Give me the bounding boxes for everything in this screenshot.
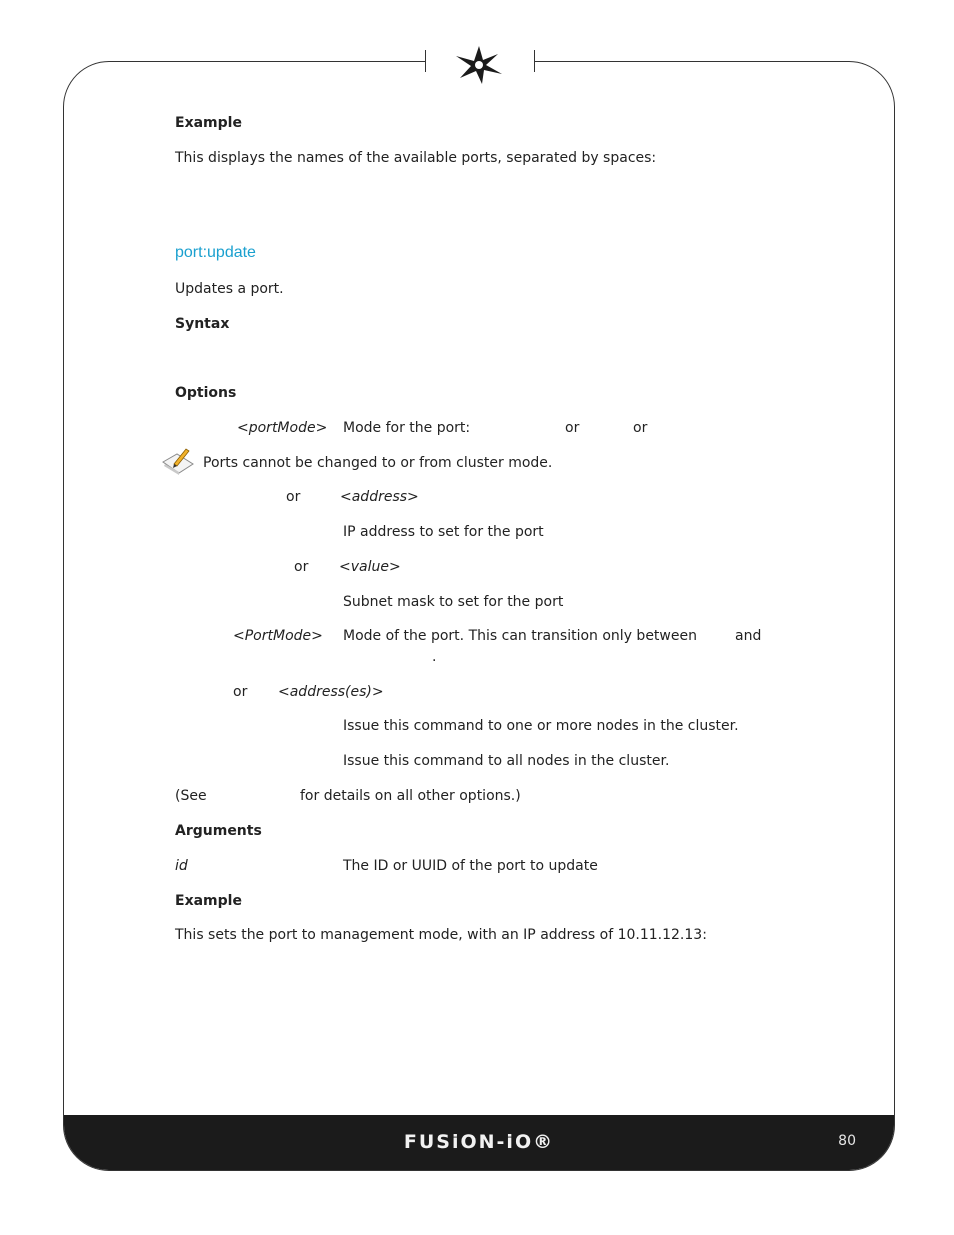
option-address-param: <address> xyxy=(340,489,419,505)
footer-bar xyxy=(64,1115,894,1170)
argument-id-desc: The ID or UUID of the port to update xyxy=(343,858,598,874)
option-all-desc: Issue this command to all nodes in the cluster. xyxy=(343,753,670,769)
options-heading: Options xyxy=(175,385,237,401)
section-title: port:update xyxy=(175,244,256,261)
option-nodes-param: <address(es)> xyxy=(278,684,384,700)
header-tick-right xyxy=(534,50,535,72)
fusion-io-logo: FUSiON-iO® xyxy=(403,1131,555,1153)
option-portmode-or: or xyxy=(633,420,648,436)
page-number: 80 xyxy=(838,1133,856,1149)
fusion-io-star-icon xyxy=(452,44,506,86)
arguments-heading: Arguments xyxy=(175,823,262,839)
see-suffix: for details on all other options.) xyxy=(300,788,521,804)
option-nodes-or: or xyxy=(233,684,248,700)
option-portmode-desc: Mode for the port: xyxy=(343,420,471,436)
option-portmode-or: or xyxy=(565,420,580,436)
option-value-param: <value> xyxy=(339,559,401,575)
example-heading: Example xyxy=(175,115,242,131)
argument-id-name: id xyxy=(175,858,188,874)
option-portmode-param: <portMode> xyxy=(237,420,328,436)
example2-heading: Example xyxy=(175,893,242,909)
option-portmode2-param: <PortMode> xyxy=(233,628,323,644)
syntax-heading: Syntax xyxy=(175,316,230,332)
page-frame xyxy=(63,61,895,1171)
header-tick-left xyxy=(425,50,426,72)
example-text: This displays the names of the available ports, separated by spaces: xyxy=(175,150,657,166)
option-portmode2-period: . xyxy=(432,649,437,665)
option-value-desc: Subnet mask to set for the port xyxy=(343,594,564,610)
option-portmode2-and: and xyxy=(735,628,762,644)
option-value-or: or xyxy=(294,559,309,575)
section-description: Updates a port. xyxy=(175,281,284,297)
see-prefix: (See xyxy=(175,788,207,804)
note-text: Ports cannot be changed to or from cluster mode. xyxy=(203,455,553,471)
option-portmode2-desc: Mode of the port. This can transition only between xyxy=(343,628,697,644)
note-pencil-icon xyxy=(161,446,195,476)
example2-text: This sets the port to management mode, with an IP address of 10.11.12.13: xyxy=(175,927,707,943)
option-address-or: or xyxy=(286,489,301,505)
option-nodes-desc: Issue this command to one or more nodes in the cluster. xyxy=(343,718,739,734)
option-address-desc: IP address to set for the port xyxy=(343,524,544,540)
